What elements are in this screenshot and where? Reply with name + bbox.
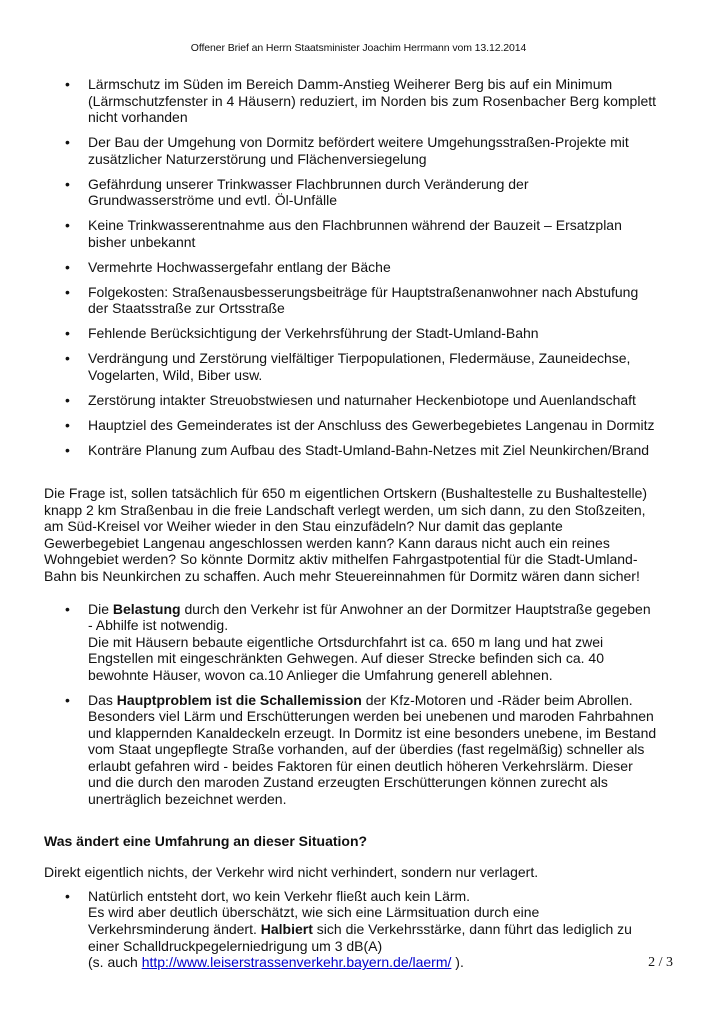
- text-line: einer Schalldruckpegelerniedrigung um 3 dB(A): [88, 937, 383, 954]
- text-line: bisher unbekannt: [88, 233, 196, 250]
- bold-halbiert: Halbiert: [260, 921, 313, 938]
- text-line: • Konträre Planung zum Aufbau des Stadt-Umland-Bahn-Netzes mit Ziel Neunkirchen/Brand: [88, 442, 650, 458]
- bold-hauptproblem: Hauptproblem ist die Schallemission: [116, 691, 362, 708]
- text-segment: sich die Verkehrsstärke, dann führt das lediglich zu: [312, 921, 632, 938]
- text-line: • Folgekosten: Straßenausbesserungsbeiträge für Hauptstraßenanwohner nach Abstufung: [88, 283, 639, 300]
- text-line: und klappernden Kanaldeckeln erzeugt. In Dormitz ist eine besonders unebene, im Bestand: [88, 724, 657, 741]
- text-line: (Lärmschutzfenster in 4 Häusern) reduziert, im Norden bis zum Rosenbacher Berg komplett: [88, 92, 657, 109]
- text-line: knapp 2 km Straßenbau in die freie Landschaft verlegt werden, um sich dann, zu den Stoßzeiten,: [44, 501, 646, 518]
- text-line: Bahn bis Neunkirchen zu schaffen. Auch mehr Steuereinnahmen für Dormitz wären dann sicher!: [44, 567, 640, 584]
- page-number: 2 / 3: [648, 955, 673, 970]
- bullet-list-consequences: [44, 76, 684, 459]
- text-line: • Hauptziel des Gemeinderates ist der Anschluss des Gewerbegebietes Langenau in Dormitz: [88, 417, 655, 434]
- text-line: • Natürlich entsteht dort, wo kein Verkehr fließt auch kein Lärm.: [88, 887, 471, 904]
- document-body: [44, 76, 684, 979]
- text-line: Besonders viel Lärm und Erschütterungen werden bei unebenen und maroden Fahrbahnen: [88, 708, 654, 725]
- text-line: der Staatsstraße zur Ortsstraße: [88, 300, 285, 317]
- list-item: [44, 259, 684, 276]
- text-line: • Fehlende Berücksichtigung der Verkehrsführung der Stadt-Umland-Bahn: [88, 325, 539, 342]
- text-line: Engstellen mit eingeschränkten Gehwegen. Auf dieser Strecke befinden sich ca. 40: [88, 650, 604, 667]
- bullet-list-explanation: [44, 888, 684, 971]
- text-line: Grundwasserströme und evtl. Öl-Unfälle: [88, 192, 337, 209]
- section-heading: Was ändert eine Umfahrung an dieser Situation?: [44, 832, 368, 849]
- text-segment: der Kfz-Motoren und -Räder beim Abrollen.: [361, 691, 633, 708]
- text-segment: Die: [88, 600, 113, 617]
- text-segment: (s. auch: [88, 954, 142, 971]
- text-line: • Vermehrte Hochwassergefahr entlang der Bäche: [88, 258, 391, 275]
- list-item-belastung: [44, 601, 684, 684]
- page-header: Offener Brief an Herrn Staatsminister Joachim Herrmann vom 13.12.2014: [190, 42, 527, 54]
- list-item: [44, 217, 684, 250]
- bullet-list-problems: [44, 601, 684, 808]
- text-line: Es wird aber deutlich überschätzt, wie sich eine Lärmsituation durch eine: [88, 904, 540, 921]
- text-segment: Verkehrsminderung ändert.: [88, 921, 261, 938]
- text-line: • Keine Trinkwasserentnahme aus den Flachbrunnen während der Bauzeit – Ersatzplan: [88, 217, 622, 234]
- text-line: am Süd-Kreisel vor Weiher wieder in den Stau einzufädeln? Nur damit das geplante: [44, 518, 563, 535]
- list-item: [44, 350, 684, 383]
- bold-belastung: Belastung: [112, 600, 181, 617]
- text-segment: durch den Verkehr ist für Anwohner an der Dormitzer Hauptstraße gegeben: [180, 600, 651, 617]
- text-line: Vogelarten, Wild, Biber usw.: [88, 367, 263, 384]
- text-line: Wohngebiet werden? So könnte Dormitz aktiv mithelfen Fahrgastpotential für die Stadt-Umland-: [44, 551, 638, 568]
- text-line: vom Staat ungepflegte Straße vorhanden, auf der überdies (fast regelmäßig) schneller als: [88, 741, 645, 758]
- text-line: und die durch den maroden Zustand erzeugten Erschütterungen können zurecht als: [88, 774, 608, 791]
- list-item: [44, 392, 684, 409]
- list-item-hauptproblem: [44, 692, 684, 808]
- list-item: [44, 176, 684, 209]
- text-segment: ).: [451, 954, 464, 971]
- text-line: • Zerstörung intakter Streuobstwiesen und naturnaher Heckenbiotope und Auenlandschaft: [88, 392, 636, 409]
- text-line: zusätzlicher Naturzerstörung und Flächenversiegelung: [88, 150, 427, 167]
- text-line: Die mit Häusern bebaute eigentliche Ortsdurchfahrt ist ca. 650 m lang und hat zwei: [88, 633, 604, 650]
- list-item: [44, 325, 684, 342]
- text-line: • Gefährdung unserer Trinkwasser Flachbrunnen durch Veränderung der: [88, 175, 529, 192]
- text-line: erlaubt gefahren wird - beides Faktoren für einen deutlich höheren Verkehrslärm. Dieser: [88, 757, 633, 774]
- text-line: • Der Bau der Umgehung von Dormitz befördert weitere Umgehungsstraßen-Projekte mit: [88, 134, 629, 151]
- list-item: [44, 417, 684, 434]
- list-item-laerm: [44, 888, 684, 971]
- list-item: [44, 442, 684, 459]
- text-line: • Lärmschutz im Süden im Bereich Damm-Anstieg Weiherer Berg bis auf ein Minimum: [88, 76, 613, 92]
- paragraph-answer: Direkt eigentlich nichts, der Verkehr wird nicht verhindert, sondern nur verlagert.: [44, 864, 539, 881]
- list-item: [44, 134, 684, 167]
- text-line: - Abhilfe ist notwendig.: [88, 617, 229, 634]
- text-line: Gewerbegebiet Langenau angeschlossen werden kann? Kann daraus nicht auch ein reines: [44, 534, 610, 551]
- text-segment: Das: [88, 691, 117, 708]
- text-line: nicht vorhanden: [88, 109, 188, 126]
- list-item: [44, 76, 684, 126]
- paragraph-question: [44, 485, 684, 585]
- laerm-link[interactable]: http://www.leiserstrassenverkehr.bayern.de/laerm/: [141, 954, 452, 971]
- text-line: Die Frage ist, sollen tatsächlich für 650 m eigentlichen Ortskern (Bushaltestelle zu Bushaltestelle): [44, 484, 648, 501]
- list-item: [44, 284, 684, 317]
- text-line: bewohnte Häuser, wovon ca.10 Anlieger die Umfahrung generell ablehnen.: [88, 666, 553, 683]
- text-line: unerträglich bezeichnet werden.: [88, 791, 287, 808]
- text-line: • Verdrängung und Zerstörung vielfältiger Tierpopulationen, Fledermäuse, Zauneidechse,: [88, 350, 631, 367]
